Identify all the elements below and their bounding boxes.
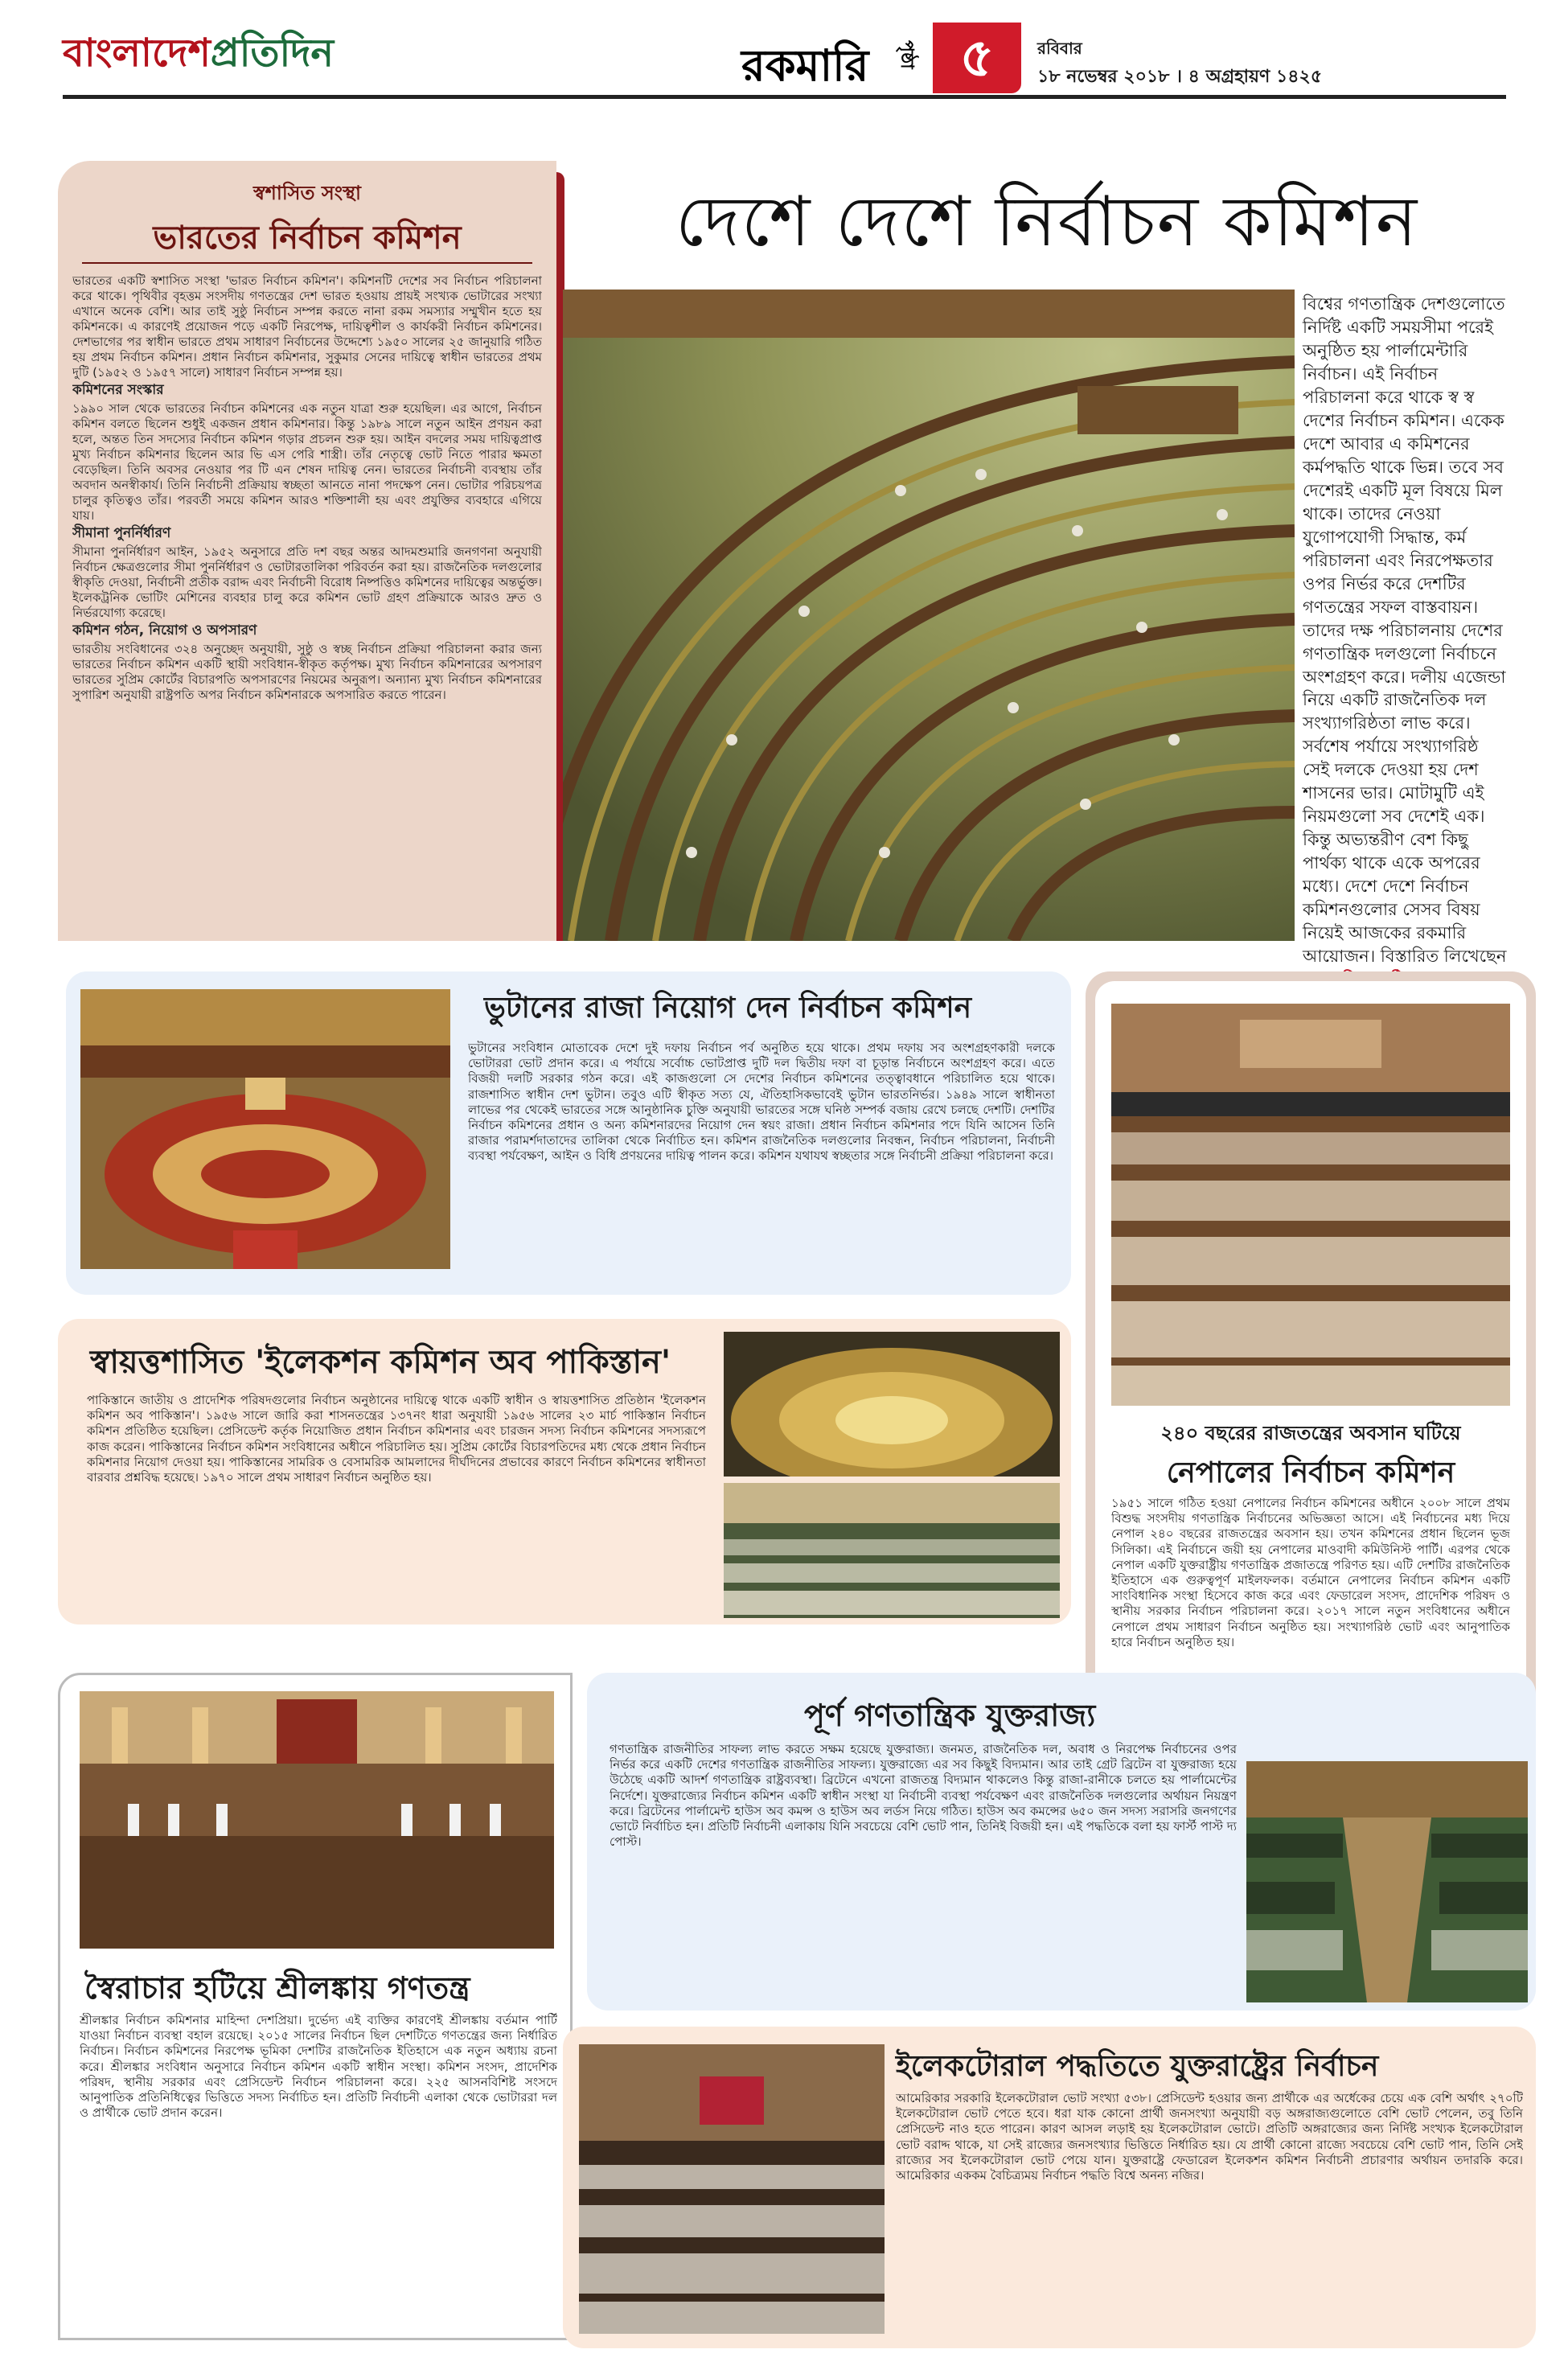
usa-body: আমেরিকার সরকারি ইলেকটোরাল ভোট সংখ্যা ৫৩৮। প্রেসিডেন্ট হওয়ার জন্য প্রার্থীকে এর অর্ধেকের চেয়ে এক বেশি অর্থাৎ ২৭০টি ইলেকটোরাল ভোট পেতে হবে। ধরা যাক কোনো প্রার্থী জনসংখ্যা অনুযায়ী বড় অঙ্গরাজ্যগুলোতে বেশি ভোট পেলেন, তবু তিনি প্রেসিডেন্ট নাও হতে পারেন। কারণ আসল লড়াই হয় ইলেকটোরাল ভোটে। প্রতিটি অঙ্গরাজ্যের জন্য নির্দিষ্ট সংখ্যক ইলেকটোরাল ভোট বরাদ্দ থাকে, যা সেই রাজ্যের জনসংখ্যার ভিত্তিতে নির্ধারিত হয়। যে প্রার্থী কোনো রাজ্যে সবচেয়ে বেশি ভোট পান, তিনি সেই রাজ্যের সব ইলেকটোরাল ভোট পেয়ে যান। যুক্তরাষ্ট্রে ফেডারেল ইলেকশন কমিশন নির্বাচনী প্রচারণার অর্থায়ন তদারকি করে। আমেরিকার এককম বৈচিত্র্যময় নির্বাচন পদ্ধতি বিশ্বে অনন্য নজির। (896, 2091, 1523, 2183)
nepal-assembly-photo (1111, 1004, 1510, 1406)
uk-commons-photo (1246, 1761, 1528, 2002)
pakistan-article (58, 1319, 1071, 1624)
bhutan-title: ভুটানের রাজা নিয়োগ দেন নির্বাচন কমিশন (484, 991, 972, 1025)
india-paragraph-1: ভারতের একটি স্বশাসিত সংস্থা 'ভারত নির্বাচন কমিশন'। কমিশনটি দেশের সব নির্বাচন পরিচালনা করে থাকে। পৃথিবীর বৃহত্তম সংসদীয় গণতন্ত্রের দেশ ভারত হওয়ায় প্রায়ই সংখ্যক ভোটারের সংখ্যা এখানে অনেক বেশি। আর তাই সুষ্ঠু নির্বাচন সম্পন্ন করতে নানা রকম সমস্যার সম্মুখীন হতে হয় কমিশনকে। এ কারণেই প্রয়োজন পড়ে একটি নিরপেক্ষ, দায়িত্বশীল ও কার্যকরী নির্বাচন কমিশনের। দেশভাগের পর স্বাধীন ভারতে প্রথম সাধারণ নির্বাচনের উদ্দেশ্যে ১৯৫০ সালের ২৫ জানুয়ারি গঠিত হয় প্রথম নির্বাচন কমিশন। প্রধান নির্বাচন কমিশনার, সুকুমার সেনের দায়িত্বে স্বাধীন ভারতের প্রথম দুটি (১৯৫২ ও ১৯৫৭ সালে) সাধারণ নির্বাচন সম্পন্ন হয়। (72, 273, 542, 380)
pakistan-dome-photo (724, 1332, 1060, 1477)
page-headline: দেশে দেশে নির্বাচন কমিশন (675, 182, 1419, 262)
uk-title: পূর্ণ গণতান্ত্রিক যুক্তরাজ্য (804, 1697, 1096, 1733)
usa-congress-photo (579, 2044, 885, 2334)
byline-prefix: বিস্তারিত লিখেছেন (1380, 947, 1507, 967)
masthead (0, 0, 1568, 121)
newspaper-logo[interactable] (63, 24, 334, 88)
section-name: রকমারি (741, 40, 869, 91)
date-full: ১৮ নভেম্বর ২০১৮ । ৪ অগ্রহায়ণ ১৪২৫ (1037, 67, 1323, 87)
india-kicker: স্বশাসিত সংস্থা (253, 182, 361, 204)
intro-column (1303, 293, 1510, 992)
usa-article (563, 2027, 1536, 2348)
pakistan-title: স্বায়ত্তশাসিত 'ইলেকশন কমিশন অব পাকিস্তান' (90, 1343, 671, 1381)
nepal-title: নেপালের নির্বাচন কমিশন (1166, 1456, 1455, 1489)
logo-sub: প্রতিদিন (210, 31, 335, 76)
india-paragraph-4: ভারতীয় সংবিধানের ৩২৪ অনুচ্ছেদ অনুযায়ী, সুষ্ঠু ও স্বচ্ছ নির্বাচন প্রক্রিয়া পরিচালনা করার জন্য ভারতের নির্বাচন কমিশন একটি স্থায়ী সংবিধান-স্বীকৃত কর্তৃপক্ষ। মুখ্য নির্বাচন কমিশনারের অপসারণ ভারতের সুপ্রিম কোর্টের বিচারপতি অপসারণের নিয়মের অনুরূপ। অন্যান্য মুখ্য নির্বাচন কমিশনারের সুপারিশ অনুযায়ী রাষ্ট্রপতি অপর নির্বাচন কমিশনারকে অপসারিত করতে পারেন। (72, 641, 542, 702)
india-paragraph-3: সীমানা পুনর্নির্ধারণ আইন, ১৯৫২ অনুসারে প্রতি দশ বছর অন্তর আদমশুমারি জনগণনা অনুযায়ী নির্বাচন ক্ষেত্রগুলোর সীমা পুনর্নির্ধারণ ও ভোটারতালিকা পরিবর্তন করা হয়। রাজনৈতিক দলগুলোর স্বীকৃতি দেওয়া, নির্বাচনী প্রতীক বরাদ্দ এবং নির্বাচনী বিরোধ নিষ্পত্তিও কমিশনের দায়িত্বের অন্তর্ভুক্ত। ইলেকট্রনিক ভোটিং মেশিনের ব্যবহার চালু করে কমিশন ভোট গ্রহণ প্রক্রিয়াকে আরও দ্রুত ও নির্ভরযোগ্য করেছে। (72, 544, 542, 621)
bhutan-body: ভুটানের সংবিধান মোতাবেক দেশে দুই দফায় নির্বাচন পর্ব অনুষ্ঠিত হয়ে থাকে। প্রথম দফায় সব অংশগ্রহণকারী দলকে ভোটাররা ভোট প্রদান করে। এ পর্যায়ে সর্বোচ্চ ভোটপ্রাপ্ত দুটি দল দ্বিতীয় দফা বা চূড়ান্ত নির্বাচনে অংশগ্রহণ করে। এতে বিজয়ী দলটি সরকার গঠন করে। এই কাজগুলো সে দেশের নির্বাচন কমিশনের তত্ত্বাবধানে পরিচালিত হয়ে থাকে। রাজশাসিত স্বাধীন দেশ ভুটান। তবুও এটি স্বীকৃত সত্য যে, ঐতিহাসিকভাবেই ভুটান ভারতনির্ভর। ১৯৪৯ সালে স্বাধীনতা লাভের পর থেকেই ভারতের সঙ্গে আনুষ্ঠানিক চুক্তি অনুযায়ী ভারতের সঙ্গে ঘনিষ্ঠ সম্পর্ক বজায় রেখে চলছে দেশটি। দেশটির নির্বাচন কমিশনের প্রধান ও অন্য কমিশনারদের নিয়োগ দেন স্বয়ং রাজা। প্রধান নির্বাচন কমিশনার পদে যিনি আসেন তিনি রাজার পরামর্শদাতাদের তালিকা থেকে নির্বাচিত হন। কমিশন রাজনৈতিক দলগুলোর নিবন্ধন, নির্বাচন পরিচালনা, নির্বাচনী ব্যবস্থা পর্যবেক্ষণ, আইন ও বিধি প্রণয়নের দায়িত্ব পালন করে। কমিশন যথাযথ স্বচ্ছতার সঙ্গে নির্বাচনী প্রক্রিয়া পরিচালনা করে। (468, 1041, 1055, 1164)
india-paragraph-2: ১৯৯০ সাল থেকে ভারতের নির্বাচন কমিশনের এক নতুন যাত্রা শুরু হয়েছিল। এর আগে, নির্বাচন কমিশন বলতে ছিলেন শুধুই একজন প্রধান কমিশনার। কিন্তু ১৯৮৯ সালে নতুন আইন প্রণয়ন করা হলে, অন্তত তিন সদস্যের নির্বাচন কমিশন গড়ার প্রচলন শুরু হয়। আইন বদলের সময় দায়িত্বপ্রাপ্ত মুখ্য নির্বাচন কমিশনার ছিলেন আর ভি এস পেরি শাস্ত্রী। তাঁর নেতৃত্বে ভোট নিতে পারার ক্ষমতা বেড়েছিল। তিনি অবসর নেওয়ার পর টি এন শেষন দায়িত্ব নেন। ভারতের নির্বাচনী ব্যবস্থায় তাঁর অবদান অনস্বীকার্য। তিনি নির্বাচনী প্রক্রিয়ায় স্বচ্ছতা আনতে নানা পদক্ষেপ নেন। ভোটার পরিচয়পত্র চালুর কৃতিত্বও তাঁর। পরবর্তী সময়ে কমিশন আরও শক্তিশালী হয় এবং প্রযুক্তির ব্যবহারে এগিয়ে যায়। (72, 400, 542, 524)
srilanka-body: শ্রীলঙ্কার নির্বাচন কমিশনার মাহিন্দা দেশপ্রিয়া। দুর্ভেদ্য এই ব্যক্তির কারণেই শ্রীলঙ্কায় বর্তমান পার্টি যাওয়া নির্বাচন ব্যবস্থা বহাল রয়েছে। ২০১৫ সালের নির্বাচন ছিল দেশটিতে গণতন্ত্রের জন্য নির্ধারিত নির্বাচন। নির্বাচন কমিশনের নিরপেক্ষ ভূমিকা দেশটির রাজনৈতিক ইতিহাসে এক নতুন অধ্যায় রচনা করে। শ্রীলঙ্কার সংবিধান অনুসারে নির্বাচন কমিশন একটি স্বাধীন সংস্থা। কমিশন সংসদ, প্রাদেশিক পরিষদ, স্থানীয় সরকার এবং প্রেসিডেন্ট নির্বাচন পরিচালনা করে। ২২৫ আসনবিশিষ্ট সংসদে আনুপাতিক প্রতিনিধিত্বের ভিত্তিতে সদস্য নির্বাচিত হন। প্রতিটি নির্বাচনী এলাকা থেকে ভোটাররা দল ও প্রার্থীকে ভোট প্রদান করেন। (80, 2013, 557, 2121)
india-subhead-formation: কমিশন গঠন, নিয়োগ ও অপসারণ (72, 622, 257, 639)
srilanka-title: স্বৈরাচার হটিয়ে শ্রীলঙ্কায় গণতন্ত্র (84, 1969, 470, 2006)
parliament-photo (563, 290, 1295, 941)
intro-text: বিশ্বের গণতান্ত্রিক দেশগুলোতে নির্দিষ্ট একটি সময়সীমা পরেই অনুষ্ঠিত হয় পার্লামেন্টারি নির্বাচন। এই নির্বাচন পরিচালনা করে থাকে স্ব স্ব দেশের নির্বাচন কমিশন। একেক দেশে আবার এ কমিশনের কর্মপদ্ধতি থাকে ভিন্ন। তবে সব দেশেরই একটি মূল বিষয়ে মিল থাকে। তাদের নেওয়া যুগোপযোগী সিদ্ধান্ত, কর্ম পরিচালনা এবং নিরপেক্ষতার ওপর নির্ভর করে দেশটির গণতন্ত্রের সফল বাস্তবায়ন। তাদের দক্ষ পরিচালনায় দেশের গণতান্ত্রিক দলগুলো নির্বাচনে অংশগ্রহণ করে। দলীয় এজেন্ডা নিয়ে একটি রাজনৈতিক দল সংখ্যাগরিষ্ঠতা লাভ করে। সর্বশেষ পর্যায়ে সংখ্যাগরিষ্ঠ সেই দলকে দেওয়া হয় দেশ শাসনের ভার। মোটামুটি এই নিয়মগুলো সব দেশেই এক। কিন্তু অভ্যন্তরীণ বেশ কিছু পার্থক্য থাকে একে অপরের মধ্যে। দেশে দেশে নির্বাচন কমিশনগুলোর সেসব বিষয় নিয়েই আজকের রকমারি আয়োজন। (1303, 294, 1506, 967)
india-divider (82, 262, 532, 264)
date-day: রবিবার (1037, 39, 1082, 58)
nepal-kicker: ২৪০ বছরের রাজতন্ত্রের অবসান ঘটিয়ে (1160, 1422, 1461, 1444)
nepal-body: ১৯৫১ সালে গঠিত হওয়া নেপালের নির্বাচন কমিশনের অধীনে ২০০৮ সালে প্রথম বিশুদ্ধ সংসদীয় গণতান্ত্রিক নির্বাচনের অভিজ্ঞতা আসে। এই নির্বাচনের মধ্য দিয়ে নেপাল ২৪০ বছরের রাজতন্ত্রের অবসান হয়। তখন কমিশনের প্রধান ছিলেন ভূজ সিলিকা। এই নির্বাচনে জয়ী হয় নেপালের মাওবাদী কমিউনিস্ট পার্টি। এরপর থেকে নেপাল একটি যুক্তরাষ্ট্রীয় গণতান্ত্রিক প্রজাতন্ত্রে পরিণত হয়। এটি দেশটির রাজনৈতিক ইতিহাসে এক গুরুত্বপূর্ণ মাইলফলক। বর্তমানে নেপালের নির্বাচন কমিশন একটি সাংবিধানিক সংস্থা হিসেবে কাজ করে এবং ফেডারেল সংসদ, প্রাদেশিক পরিষদ ও স্থানীয় সরকার নির্বাচন পরিচালনা করে। ২০১৭ সালে নতুন সংবিধানের অধীনে নেপালে প্রথম সাধারণ নির্বাচন অনুষ্ঠিত হয়। সংখ্যাগরিষ্ঠ ভোট এবং আনুপাতিক হারে নির্বাচন অনুষ্ঠিত হয়। (1111, 1496, 1510, 1649)
pakistan-body: পাকিস্তানে জাতীয় ও প্রাদেশিক পরিষদগুলোর নির্বাচন অনুষ্ঠানের দায়িত্বে থাকে একটি স্বাধীন ও স্বায়ত্তশাসিত প্রতিষ্ঠান 'ইলেকশন কমিশন অব পাকিস্তান'। ১৯৫৬ সালে জারি করা শাসনতন্ত্রের ১৩৭নং ধারা অনুযায়ী ১৯৫৬ সালের ২৩ মার্চ পাকিস্তান নির্বাচন কমিশন প্রতিষ্ঠিত হয়েছিল। প্রেসিডেন্ট কর্তৃক নিয়োজিত প্রধান নির্বাচন কমিশনার এবং চারজন সদস্য নির্বাচন কমিশনের সদস্যরূপে কাজ করেন। পাকিস্তানের নির্বাচন কমিশন সংবিধানের অধীনে পরিচালিত হয়। সুপ্রিম কোর্টের বিচারপতিদের মধ্য থেকে প্রধান নির্বাচন কমিশনার নিয়োগ দেওয়া হয়। পাকিস্তানের সামরিক ও বেসামরিক আমলাদের দীর্ঘদিনের প্রভাবের কারণে নির্বাচন কমিশনের স্বাধীনতা বারবার প্রশ্নবিদ্ধ হয়েছে। ১৯৭০ সালে প্রথম সাধারণ নির্বাচন অনুষ্ঠিত হয়। (87, 1393, 706, 1485)
uk-article (587, 1673, 1536, 2011)
usa-title: ইলেকটোরাল পদ্ধতিতে যুক্তরাষ্ট্রের নির্বাচন (896, 2049, 1379, 2083)
srilanka-article (58, 1673, 573, 2340)
bhutan-article (66, 971, 1071, 1295)
india-subhead-reform: কমিশনের সংস্কার (72, 382, 164, 399)
pakistan-assembly-photo (724, 1483, 1060, 1618)
page-number: ৫ (933, 23, 1021, 93)
india-article (58, 161, 556, 941)
page-word: পৃষ্ঠা (897, 40, 917, 69)
india-subhead-boundary: সীমানা পুনর্নির্ধারণ (72, 525, 171, 542)
india-title: ভারতের নির্বাচন কমিশন (153, 219, 462, 257)
srilanka-parliament-photo (80, 1691, 554, 1949)
logo-main: বাংলাদেশ (63, 31, 211, 76)
india-body (72, 273, 542, 933)
uk-body: গণতান্ত্রিক রাজনীতির সাফল্য লাভ করতে সক্ষম হয়েছে যুক্তরাজ্য। জনমত, রাজনৈতিক দল, অবাধ ও নিরপেক্ষ নির্বাচনের ওপর নির্ভর করে একটি দেশের গণতান্ত্রিক রাজনীতির সাফল্য। যুক্তরাজ্যে এর সব কিছুই বিদ্যমান। আর তাই গ্রেট ব্রিটেন বা যুক্তরাজ্য হয়ে উঠেছে একটি আদর্শ গণতান্ত্রিক রাষ্ট্রব্যবস্থা। ব্রিটেনে এখনো রাজতন্ত্র বিদ্যমান থাকলেও কিন্তু রাজা-রানীকে চলতে হয় পার্লামেন্টের নির্দেশে। যুক্তরাজ্যের নির্বাচন কমিশন একটি স্বাধীন সংস্থা যা নির্বাচনী ব্যবস্থা পর্যবেক্ষণ এবং রাজনৈতিক দলগুলোর অর্থায়ন নিয়ন্ত্রণ করে। ব্রিটেনের পার্লামেন্ট হাউস অব কমন্স ও হাউস অব লর্ডস নিয়ে গঠিত। হাউস অব কমন্সের ৬৫০ জন সদস্য সরাসরি জনগণের ভোটে নির্বাচিত হন। প্রতিটি নির্বাচনী এলাকায় যিনি সবচেয়ে বেশি ভোট পান, তিনিই বিজয়ী হন। এই পদ্ধতিকে বলা হয় ফার্স্ট পাস্ট দ্য পোস্ট। (610, 1742, 1237, 1850)
bhutan-assembly-photo (80, 989, 450, 1269)
masthead-rule (63, 95, 1506, 99)
